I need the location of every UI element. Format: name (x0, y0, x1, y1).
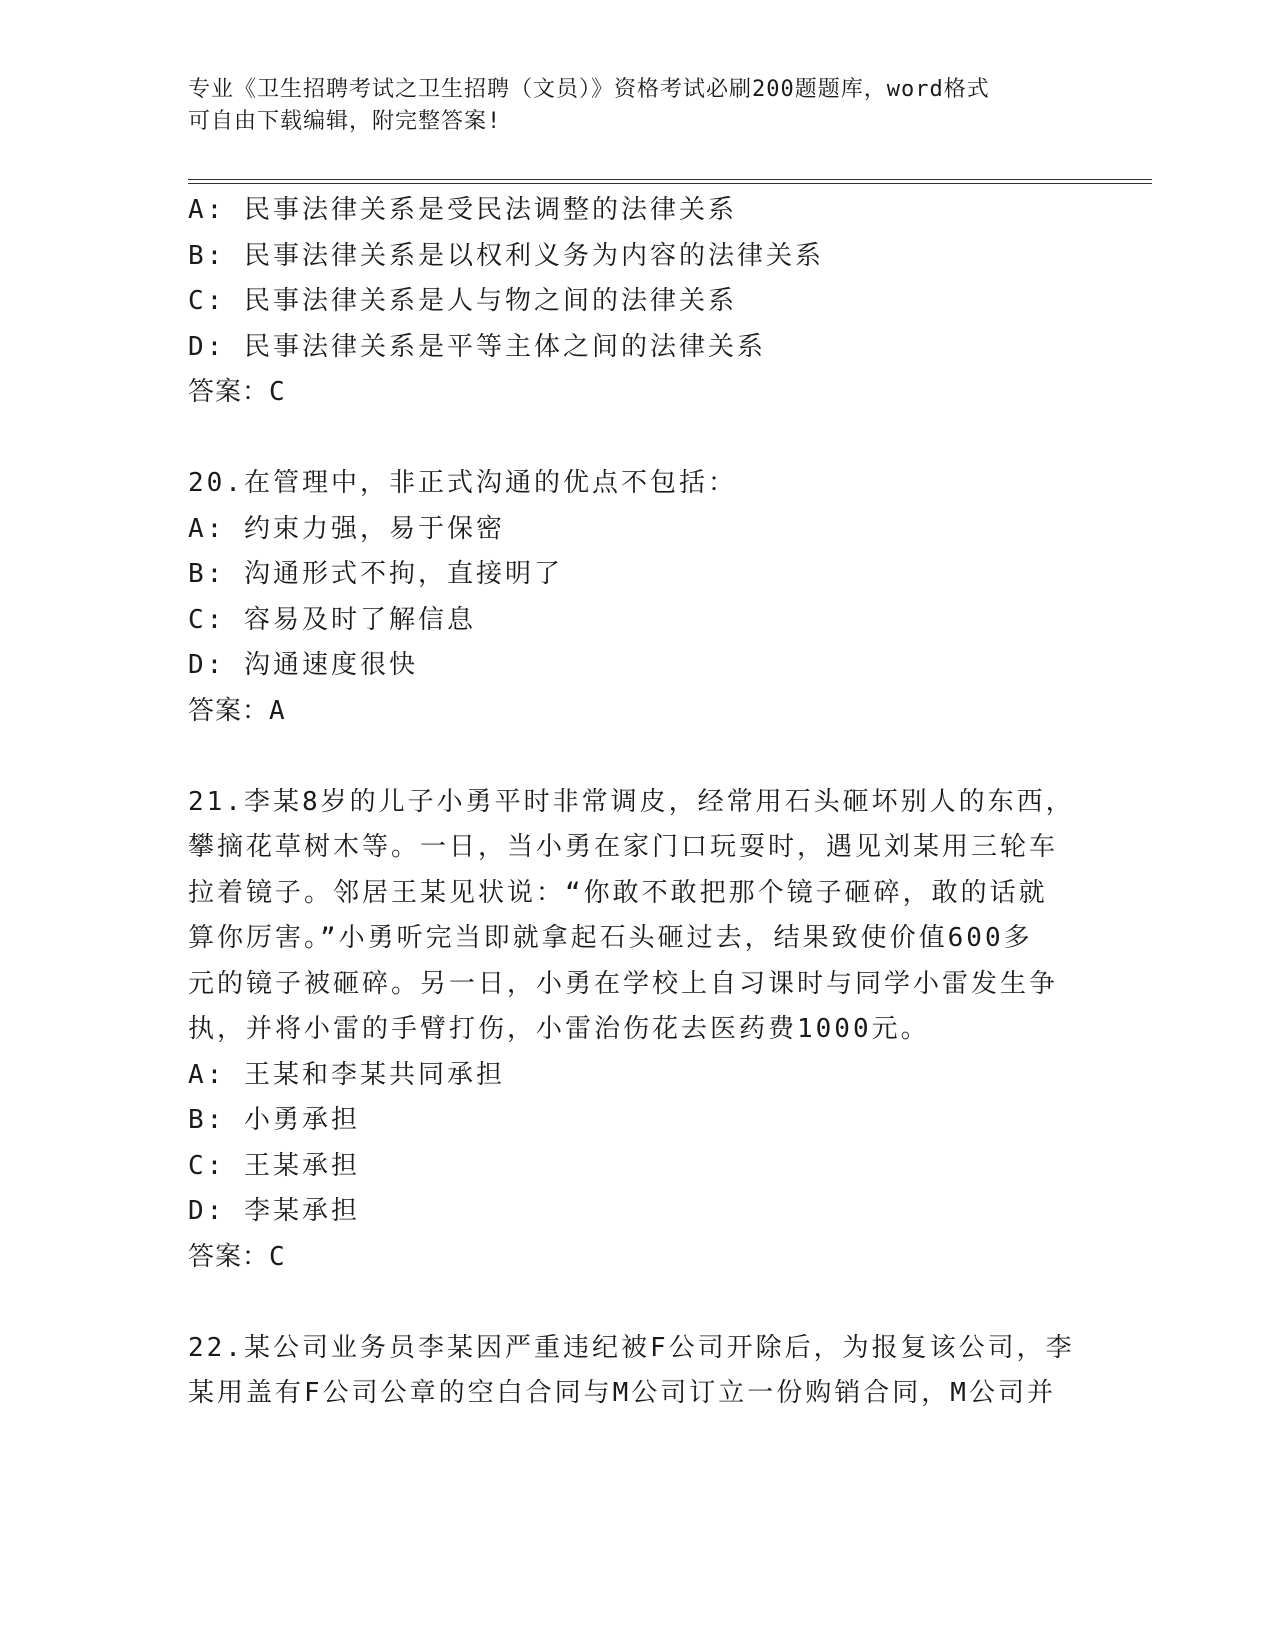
header-line-1: 专业《卫生招聘考试之卫生招聘（文员）》资格考试必刷200题题库，word格式 (188, 77, 990, 102)
answer-line: 答案：C (188, 1241, 286, 1272)
question-19 (188, 188, 1088, 416)
option-d: D: 沟通速度很快 (188, 650, 418, 680)
option-d: D: 李某承担 (188, 1196, 360, 1226)
question-21 (188, 780, 1088, 1281)
question-stem-line: 22.某公司业务员李某因严重违纪被F公司开除后，为报复该公司，李 (188, 1332, 1075, 1363)
option-c: C: 王某承担 (188, 1150, 360, 1181)
option-a: A: 约束力强，易于保密 (188, 513, 505, 544)
document-header (188, 74, 1088, 138)
question-stem-line: 拉着镜子。邻居王某见状说：“你敢不敢把那个镜子砸碎，敢的话就 (188, 877, 1048, 908)
option-c: C: 容易及时了解信息 (188, 604, 476, 635)
question-stem-line: 算你厉害。”小勇听完当即就拿起石头砸过去，结果致使价值600多 (188, 923, 1033, 953)
answer-line: 答案：A (188, 695, 286, 726)
question-stem: 20.在管理中，非正式沟通的优点不包括： (188, 468, 737, 498)
question-spacer (188, 416, 1088, 462)
option-b: B: 沟通形式不拘，直接明了 (188, 559, 563, 589)
question-spacer (188, 1280, 1088, 1326)
header-line-2: 可自由下载编辑，附完整答案! (188, 109, 502, 134)
question-stem-line: 某用盖有F公司公章的空白合同与M公司订立一份购销合同，M公司并 (188, 1378, 1056, 1408)
option-b: B: 小勇承担 (188, 1105, 360, 1135)
question-20 (188, 461, 1088, 734)
header-divider-bottom (188, 183, 1152, 184)
document-body (188, 188, 1088, 1417)
question-spacer (188, 734, 1088, 780)
header-divider-top (188, 179, 1152, 180)
question-stem-line: 执，并将小雷的手臂打伤，小雷治伤花去医药费1000元。 (188, 1014, 930, 1044)
option-a: A: 王某和李某共同承担 (188, 1059, 505, 1090)
question-stem-line: 攀摘花草树木等。一日，当小勇在家门口玩耍时，遇见刘某用三轮车 (188, 832, 1059, 862)
question-22 (188, 1326, 1088, 1417)
option-a: A: 民事法律关系是受民法调整的法律关系 (188, 195, 737, 225)
option-c: C: 民事法律关系是人与物之间的法律关系 (188, 286, 737, 316)
option-d: D: 民事法律关系是平等主体之间的法律关系 (188, 331, 766, 362)
question-stem-line: 21.李某8岁的儿子小勇平时非常调皮，经常用石头砸坏别人的东西， (188, 786, 1075, 817)
question-stem-line: 元的镜子被砸碎。另一日，小勇在学校上自习课时与同学小雷发生争 (188, 968, 1059, 999)
answer-line: 答案：C (188, 377, 286, 407)
option-b: B: 民事法律关系是以权利义务为内容的法律关系 (188, 240, 824, 271)
